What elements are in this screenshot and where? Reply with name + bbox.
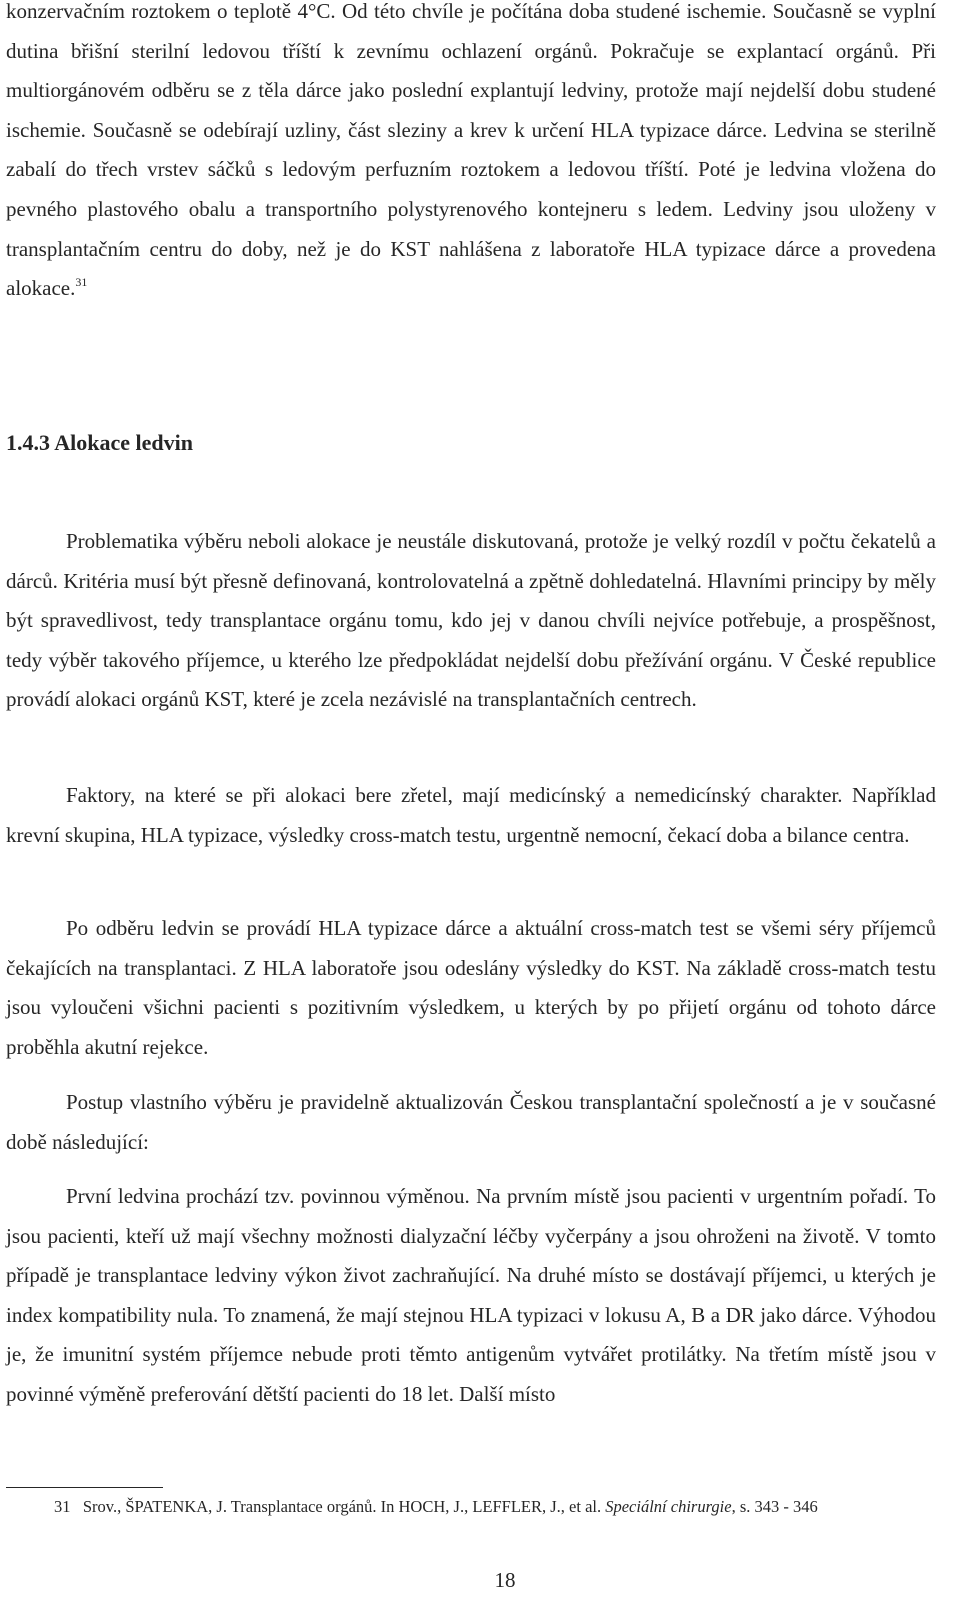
paragraph-5: Postup vlastního výběru je pravidelně aktualizován Českou transplantační společností a je v současné době následující: <box>6 1090 936 1154</box>
paragraph-1-text: konzervačním roztokem o teplotě 4°C. Od této chvíle je počítána doba studené ischemie. Současně se vyplní dutina břišní sterilní ledovou tříští k zevnímu ochlazení orgánů. Pokračuje se explantací orgánů. Při multiorgánovém odběru se z těla dárce jako poslední explantují ledviny, protože mají nejdelší dobu studené ischemie. Současně se odebírají uzliny, část sleziny a krev k určení HLA typizace dárce. Ledvina se sterilně zabalí do třech vrstev sáčků s ledovým perfuzním roztokem a ledovou tříští. Poté je ledvina vložena do pevného plastového obalu a transportního polystyrenového kontejneru s ledem. Ledviny jsou uloženy v transplantačním centru do doby, než je do KST nahlášena z laboratoře HLA typizace dárce a provedena alokace. <box>6 0 936 301</box>
footnote-separator <box>6 1487 163 1488</box>
page-number: 18 <box>494 1568 516 1592</box>
footnote-number: 31 <box>54 1497 71 1516</box>
footnote-text: Srov., ŠPATENKA, J. Transplantace orgánů. In HOCH, J., LEFFLER, J., et al. <box>82 1497 602 1516</box>
footnote-italic-title: Speciální chirurgie <box>605 1497 732 1516</box>
paragraph-3: Faktory, na které se při alokaci bere zřetel, mají medicínský a nemedicínský charakter. Například krevní skupina, HLA typizace, výsledky cross-match testu, urgentně nemocní, čekací doba a bilance centra. <box>6 783 936 847</box>
paragraph-1 <box>6 0 936 309</box>
section-heading: 1.4.3 Alokace ledvin <box>6 430 194 455</box>
paragraph-4: Po odběru ledvin se provádí HLA typizace dárce a aktuální cross-match test se všemi séry příjemců čekajících na transplantaci. Z HLA laboratoře jsou odeslány výsledky do KST. Na základě cross-match testu jsou vyloučeni všichni pacienti s pozitivním výsledkem, u kterých by po přijetí orgánu od tohoto dárce proběhla akutní rejekce. <box>6 916 936 1059</box>
footnote-pages: , s. 343 - 346 <box>731 1497 818 1516</box>
footnote <box>6 1494 936 1519</box>
footnote-reference[interactable]: 31 <box>75 275 88 290</box>
paragraph-6: První ledvina prochází tzv. povinnou výměnou. Na prvním místě jsou pacienti v urgentním pořadí. To jsou pacienti, kteří už mají všechny možnosti dialyzační léčby vyčerpány a jsou ohroženi na životě. V tomto případě je transplantace ledviny výkon život zachraňující. Na druhé místo se dostávají příjemci, u kterých je index kompatibility nula. To znamená, že mají stejnou HLA typizaci v lokusu A, B a DR jako dárce. Výhodou je, že imunitní systém příjemce nebude proti těmto antigenům vytvářet protilátky. Na třetím místě jsou v povinné výměně preferování dětští pacienti do 18 let. Další místo <box>6 1184 936 1406</box>
paragraph-2: Problematika výběru neboli alokace je neustále diskutovaná, protože je velký rozdíl v počtu čekatelů a dárců. Kritéria musí být přesně definovaná, kontrolovatelná a zpětně dohledatelná. Hlavními principy by měly být spravedlivost, tedy transplantace orgánu tomu, kdo jej v danou chvíli nejvíce potřebuje, a prospěšnost, tedy výběr takového příjemce, u kterého lze předpokládat nejdelší dobu přežívání orgánu. V České republice provádí alokaci orgánů KST, které je zcela nezávislé na transplantačních centrech. <box>6 529 936 712</box>
